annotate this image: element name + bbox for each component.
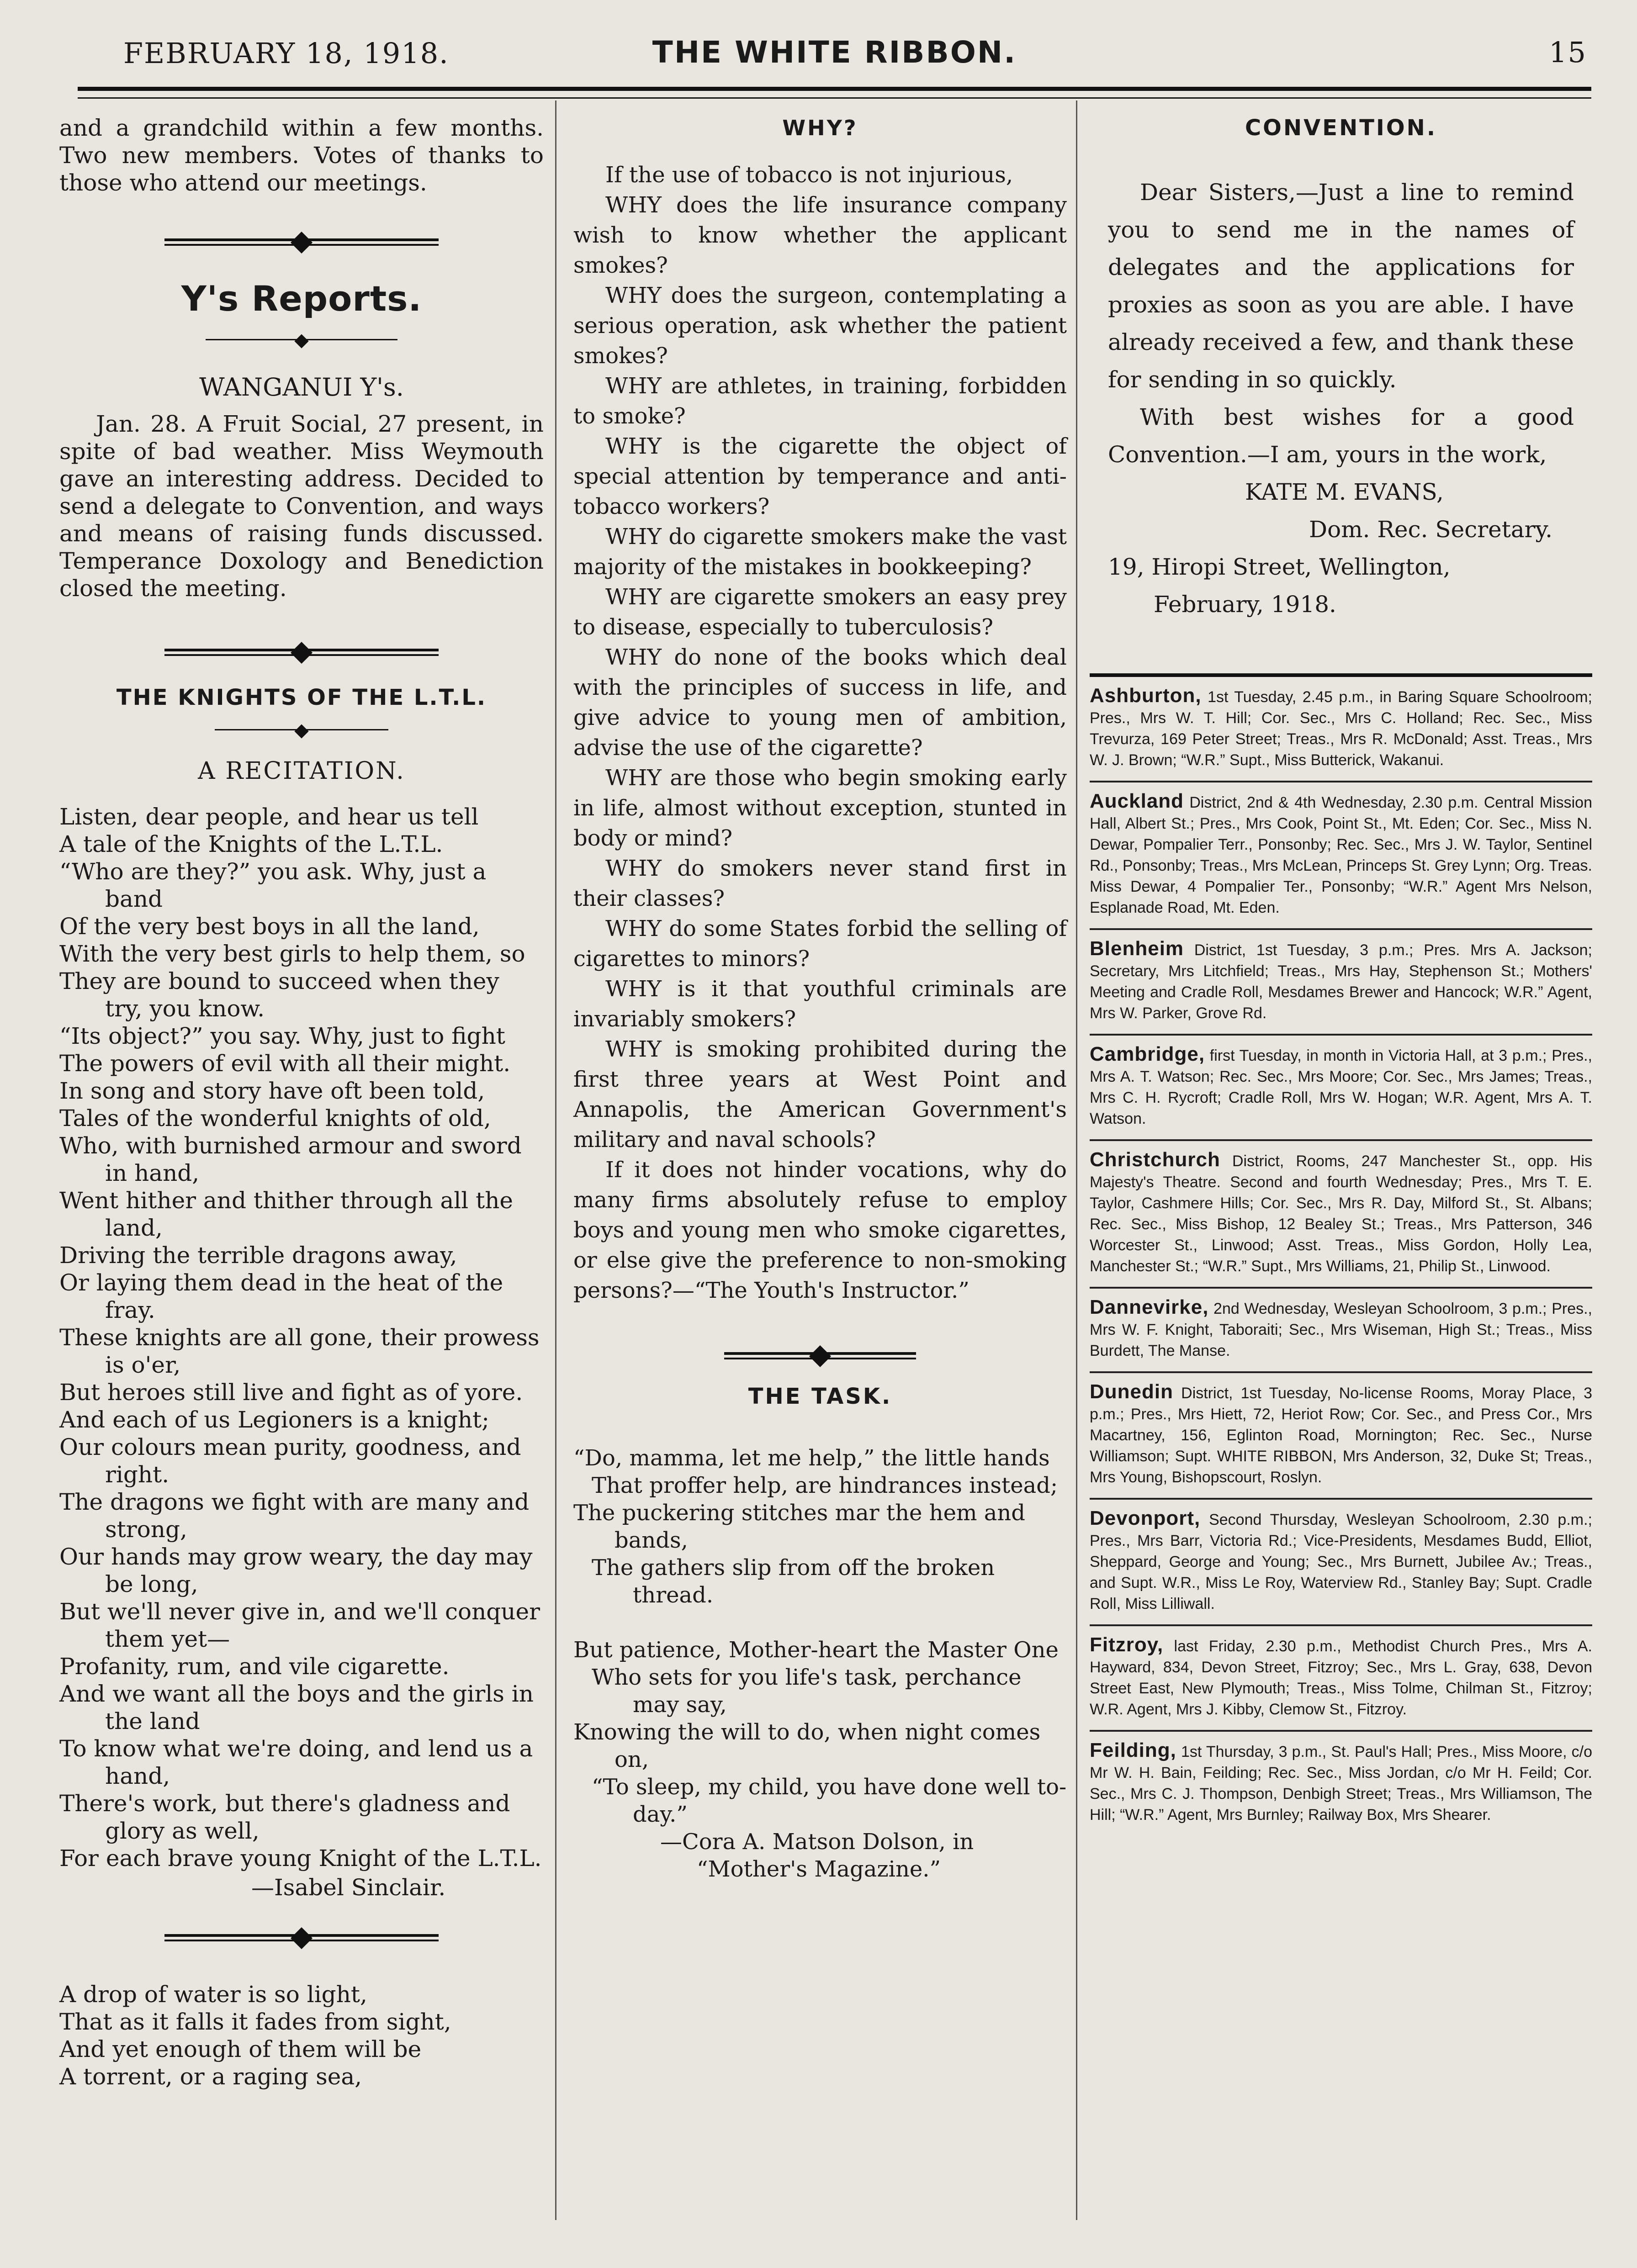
ornament-divider [164, 1929, 439, 1949]
recitation-poem [59, 803, 544, 1872]
directory-entry [1090, 1730, 1592, 1835]
directory-entry [1090, 928, 1592, 1034]
wanganui-report: Jan. 28. A Fruit Social, 27 present, in spite of bad weather. Miss Weymouth gave an interesting address. Decided to send a delegate to Convention, and ways and means of raising funds discussed. Temperance Doxology and Benediction closed the meeting. [59, 411, 544, 602]
why-article [573, 160, 1067, 1306]
letter-role: Dom. Rec. Secretary. [1309, 516, 1553, 543]
convention-letter [1090, 174, 1592, 623]
ornament-divider [206, 331, 397, 351]
why-paragraph: WHY do cigarette smokers make the vast majority of the mistakes in bookkeeping? [573, 524, 1067, 580]
letter-signature: KATE M. EVANS, [1245, 479, 1444, 505]
why-paragraph: If the use of tobacco is not injurious, [605, 162, 1013, 188]
poem-line: Listen, dear people, and hear us tell [59, 804, 479, 830]
ys-reports-title: Y's Reports. [181, 278, 422, 319]
why-paragraph: WHY does the surgeon, contemplating a serious operation, ask whether the patient smokes? [573, 283, 1067, 369]
page-number: 15 [1549, 36, 1587, 69]
convention-title: CONVENTION. [1245, 115, 1437, 141]
poem-line: To know what we're doing, and lend us a hand, [59, 1735, 533, 1789]
verse-line: A drop of water is so light, [59, 1981, 367, 2008]
branch-name: Auckland [1090, 790, 1184, 812]
ornament-divider [215, 721, 388, 741]
poem-line: The dragons we fight with are many and strong, [59, 1489, 530, 1543]
poem-line: “Who are they?” you ask. Why, just a band [59, 858, 487, 912]
page-header [78, 32, 1591, 73]
branch-details: 1st Thursday, 3 p.m., St. Paul's Hall; Pres., Miss Moore, c/o Mr W. H. Bain, Feilding; Rec. Sec., Miss Jordan, c/o Mr H. Feild; Cor. Sec., Mrs C. J. Thompson, Denbigh Street; Treas., Mrs Williamson, The Hill; “W.R.” Agent, Mrs Burnley; Railway Box, Mrs Shearer. [1090, 1743, 1592, 1824]
poem-line: The puckering stitches mar the hem and bands, [573, 1500, 1026, 1553]
directory-entry [1090, 1139, 1592, 1287]
branch-details: District, 1st Tuesday, No-license Rooms, Moray Place, 3 p.m.; Pres., Mrs Hiett, 72, Heriot Row; Cor. Sec., and Press Cor., Mrs Macartney, 156, Eglinton Road, Mornington; Rec. Sec., Nurse Williamson; Supt. WHITE RIBBON, Mrs Anderson, 32, Duke St; Treas., Mrs Young, Bishopscourt, Roslyn. [1090, 1385, 1592, 1486]
ornament-divider [724, 1347, 916, 1367]
drop-of-water-verse [59, 1981, 544, 2090]
column-right [1090, 114, 1592, 1835]
poem-line: And each of us Legioners is a knight; [59, 1406, 489, 1433]
branch-details: District, 2nd & 4th Wednesday, 2.30 p.m. Central Mission Hall, Albert St.; Pres., Mrs Cook, Point St., Mt. Eden; Cor. Sec., Miss N. Dewar, Pompalier Terr., Ponsonby; Rec. Sec., Mrs J. W. Taylor, Sentinel Rd., Ponsonby; Treas., Mrs McLean, Princeps St. Grey Lynn; Org. Treas. Miss Dewar, 4 Pompalier Ter., Ponsonby; “W.R.” Agent Mrs Nelson, Esplanade Road, Mt. Eden. [1090, 794, 1592, 916]
branch-directory [1090, 673, 1592, 1835]
poem-line: Who, with burnished armour and sword in hand, [59, 1132, 522, 1186]
why-paragraph: WHY is smoking prohibited during the first three years at West Point and Annapolis, the American Government's military and naval schools? [573, 1036, 1067, 1153]
directory-entry [1090, 1498, 1592, 1624]
poem-line: Or laying them dead in the heat of the fray. [59, 1269, 503, 1323]
branch-details: District, 1st Tuesday, 3 p.m.; Pres. Mrs A. Jackson; Secretary, Mrs Litchfield; Treas., Mrs Hay, Stephenson St.; Mothers' Meeting and Cradle Roll, Mesdames Brewer and Hancock; W.R.” Agent, Mrs W. Parker, Grove Rd. [1090, 941, 1592, 1022]
poem-line: They are bound to succeed when they try, you know. [59, 968, 499, 1022]
poem-line: But patience, Mother-heart the Master One [573, 1637, 1059, 1663]
poem-line: There's work, but there's gladness and glory as well, [59, 1790, 510, 1844]
branch-name: Fitzroy, [1090, 1634, 1164, 1656]
directory-entry [1090, 1034, 1592, 1139]
branch-name: Dunedin [1090, 1380, 1173, 1403]
ornament-divider [164, 233, 439, 253]
poem-line: Went hither and thither through all the land, [59, 1187, 514, 1241]
why-title: WHY? [782, 116, 858, 140]
issue-date: FEBRUARY 18, 1918. [123, 37, 449, 70]
poem-line: For each brave young Knight of the L.T.L. [59, 1845, 542, 1871]
branch-name: Christchurch [1090, 1148, 1220, 1171]
knights-title: THE KNIGHTS OF THE L.T.L. [116, 685, 487, 710]
poem-line: Who sets for you life's task, perchance may say, [592, 1665, 1022, 1718]
intro-paragraph: and a grandchild within a few months. Two new members. Votes of thanks to those who attend our meetings. [59, 115, 544, 196]
column-middle [573, 114, 1067, 1883]
poem-line: “To sleep, my child, you have done well to-day.” [592, 1774, 1067, 1827]
why-paragraph: WHY do some States forbid the selling of cigarettes to minors? [573, 916, 1067, 972]
letter-date: February, 1918. [1154, 591, 1336, 618]
column-divider [1076, 100, 1077, 2220]
poem-line: Driving the terrible dragons away, [59, 1242, 457, 1269]
ornament-divider [164, 643, 439, 663]
verse-line: A torrent, or a raging sea, [59, 2063, 362, 2090]
recitation-title: A RECITATION. [198, 757, 405, 785]
directory-entry [1090, 1624, 1592, 1730]
why-paragraph: WHY do smokers never stand first in their classes? [573, 856, 1067, 911]
task-author: —Cora A. Matson Dolson, in [660, 1829, 974, 1855]
letter-paragraph: Dear Sisters,—Just a line to remind you to send me in the names of delegates and the applications for proxies as soon as you are able. I have already received a few, and thank these for sending in so quickly. [1108, 179, 1574, 393]
branch-name: Cambridge, [1090, 1043, 1205, 1065]
poem-line: But heroes still live and fight as of yore. [59, 1379, 523, 1406]
branch-details: first Tuesday, in month in Victoria Hall, at 3 p.m.; Pres., Mrs A. T. Watson; Rec. Sec., Mrs Moore; Cor. Sec., Mrs James; Treas., Mrs C. H. Rycroft; Cradle Roll, Mrs W. Hogan; W.R. Agent, Mrs A. T. Watson. [1090, 1047, 1592, 1127]
branch-details: last Friday, 2.30 p.m., Methodist Church Pres., Mrs A. Hayward, 834, Devon Street, Fitzroy; Sec., Mrs L. Gray, 638, Devon Street East, New Plymouth; Treas., Miss Tolme, Chilman St., Fitzroy; W.R. Agent, Mrs J. Kibby, Clemow St., Fitzroy. [1090, 1638, 1592, 1718]
branch-name: Dannevirke, [1090, 1296, 1209, 1318]
column-divider [555, 100, 556, 2220]
letter-paragraph: With best wishes for a good Convention.—I am, yours in the work, [1108, 404, 1574, 468]
why-paragraph: WHY are athletes, in training, forbidden to smoke? [573, 373, 1067, 429]
verse-line: That as it falls it fades from sight, [59, 2009, 451, 2035]
poem-line: “Do, mamma, let me help,” the little hands [573, 1445, 1050, 1471]
branch-name: Blenheim [1090, 937, 1184, 960]
directory-entry [1090, 1287, 1592, 1371]
branch-name: Devonport, [1090, 1507, 1201, 1529]
poem-line: A tale of the Knights of the L.T.L. [59, 831, 443, 857]
column-left [59, 114, 544, 2090]
directory-entry [1090, 781, 1592, 928]
poem-line: Knowing the will to do, when night comes on, [573, 1719, 1041, 1772]
branch-name: Feilding, [1090, 1739, 1176, 1761]
why-paragraph: If it does not hinder vocations, why do many firms absolutely refuse to employ boys and young men who smoke cigarettes, or else give the preference to non-smoking persons?—“The Youth's Instructor.” [573, 1157, 1067, 1303]
branch-details: Second Thursday, Wesleyan Schoolroom, 2.30 p.m.; Pres., Mrs Barr, Victoria Rd.; Vice-Presidents, Mesdames Budd, Elliot, Sheppard, George and Young; Sec., Mrs Burnett, Jubilee Av.; Treas., and Supt. W.R., Miss Le Roy, Waterview Rd., Stanley Bay; Supt. Cradle Roll, Miss Lilliwall. [1090, 1511, 1592, 1612]
poem-line: With the very best girls to help them, so [59, 941, 525, 967]
poem-line: The powers of evil with all their might. [59, 1050, 511, 1077]
branch-name: Ashburton, [1090, 684, 1202, 707]
poem-line: Our colours mean purity, goodness, and right. [59, 1434, 521, 1488]
why-paragraph: WHY are cigarette smokers an easy prey to disease, especially to tuberculosis? [573, 584, 1067, 640]
poem-line: These knights are all gone, their prowess is o'er, [59, 1324, 540, 1378]
poem-line: Our hands may grow weary, the day may be long, [59, 1544, 533, 1597]
verse-line: And yet enough of them will be [59, 2036, 422, 2062]
header-rule [78, 87, 1591, 99]
poem-line: “Its object?” you say. Why, just to fight [59, 1023, 505, 1049]
poem-line: And we want all the boys and the girls in the land [59, 1681, 534, 1734]
wanganui-heading: WANGANUI Y's. [199, 373, 404, 402]
branch-details: 1st Tuesday, 2.45 p.m., in Baring Square Schoolroom; Pres., Mrs W. T. Hill; Cor. Sec., Mrs C. Holland; Rec. Sec., Miss Trevurza, 169 Peter Street; Treas., Mrs R. McDonald; Asst. Treas., Mrs W. J. Brown; “W.R.” Supt., Miss Butterick, Wakanui. [1090, 688, 1592, 769]
why-paragraph: WHY is the cigarette the object of special attention by temperance and anti-tobacco workers? [573, 434, 1067, 519]
letter-address: 19, Hiropi Street, Wellington, [1108, 554, 1451, 580]
why-paragraph: WHY does the life insurance company wish to know whether the applicant smokes? [573, 192, 1067, 278]
poem-line: Tales of the wonderful knights of old, [59, 1105, 491, 1131]
task-title: THE TASK. [748, 1384, 892, 1409]
task-poem [573, 1444, 1067, 1828]
why-paragraph: WHY is it that youthful criminals are invariably smokers? [573, 976, 1067, 1032]
poem-line: The gathers slip from off the broken thread. [592, 1555, 995, 1608]
task-source: “Mother's Magazine.” [697, 1856, 941, 1882]
poem-line: Profanity, rum, and vile cigarette. [59, 1653, 450, 1680]
directory-entry [1090, 1371, 1592, 1498]
branch-details: 2nd Wednesday, Wesleyan Schoolroom, 3 p.m.; Pres., Mrs W. F. Knight, Taboraiti; Sec., Mrs Wiseman, High St.; Treas., Miss Burdett, The Manse. [1090, 1300, 1592, 1359]
masthead: THE WHITE RIBBON. [652, 35, 1017, 70]
why-paragraph: WHY do none of the books which deal with the principles of success in life, and give advice to young men of ambition, advise the use of the cigarette? [573, 645, 1067, 761]
why-paragraph: WHY are those who begin smoking early in life, almost without exception, stunted in body or mind? [573, 765, 1067, 851]
directory-entry [1090, 673, 1592, 781]
poem-line: But we'll never give in, and we'll conquer them yet— [59, 1598, 540, 1652]
poem-line: That proffer help, are hindrances instead; [592, 1473, 1058, 1498]
branch-details: District, Rooms, 247 Manchester St., opp. His Majesty's Theatre. Second and fourth Wednesday; Pres., Mrs T. E. Taylor, Cashmere Hills; Cor. Sec., Mrs R. Day, Milford St., St. Albans; Rec. Sec., Miss Bishop, 12 Bealey St.; Treas., Mrs Patterson, 346 Worcester St., Linwood; Asst. Treas., Miss Gordon, Holly Lea, Manchester St.; “W.R.” Supt., Mrs Williams, 21, Philip St., Linwood. [1090, 1153, 1592, 1275]
poem-line: Of the very best boys in all the land, [59, 913, 480, 940]
poem-line: In song and story have oft been told, [59, 1078, 485, 1104]
poem-author: —Isabel Sinclair. [251, 1874, 446, 1901]
